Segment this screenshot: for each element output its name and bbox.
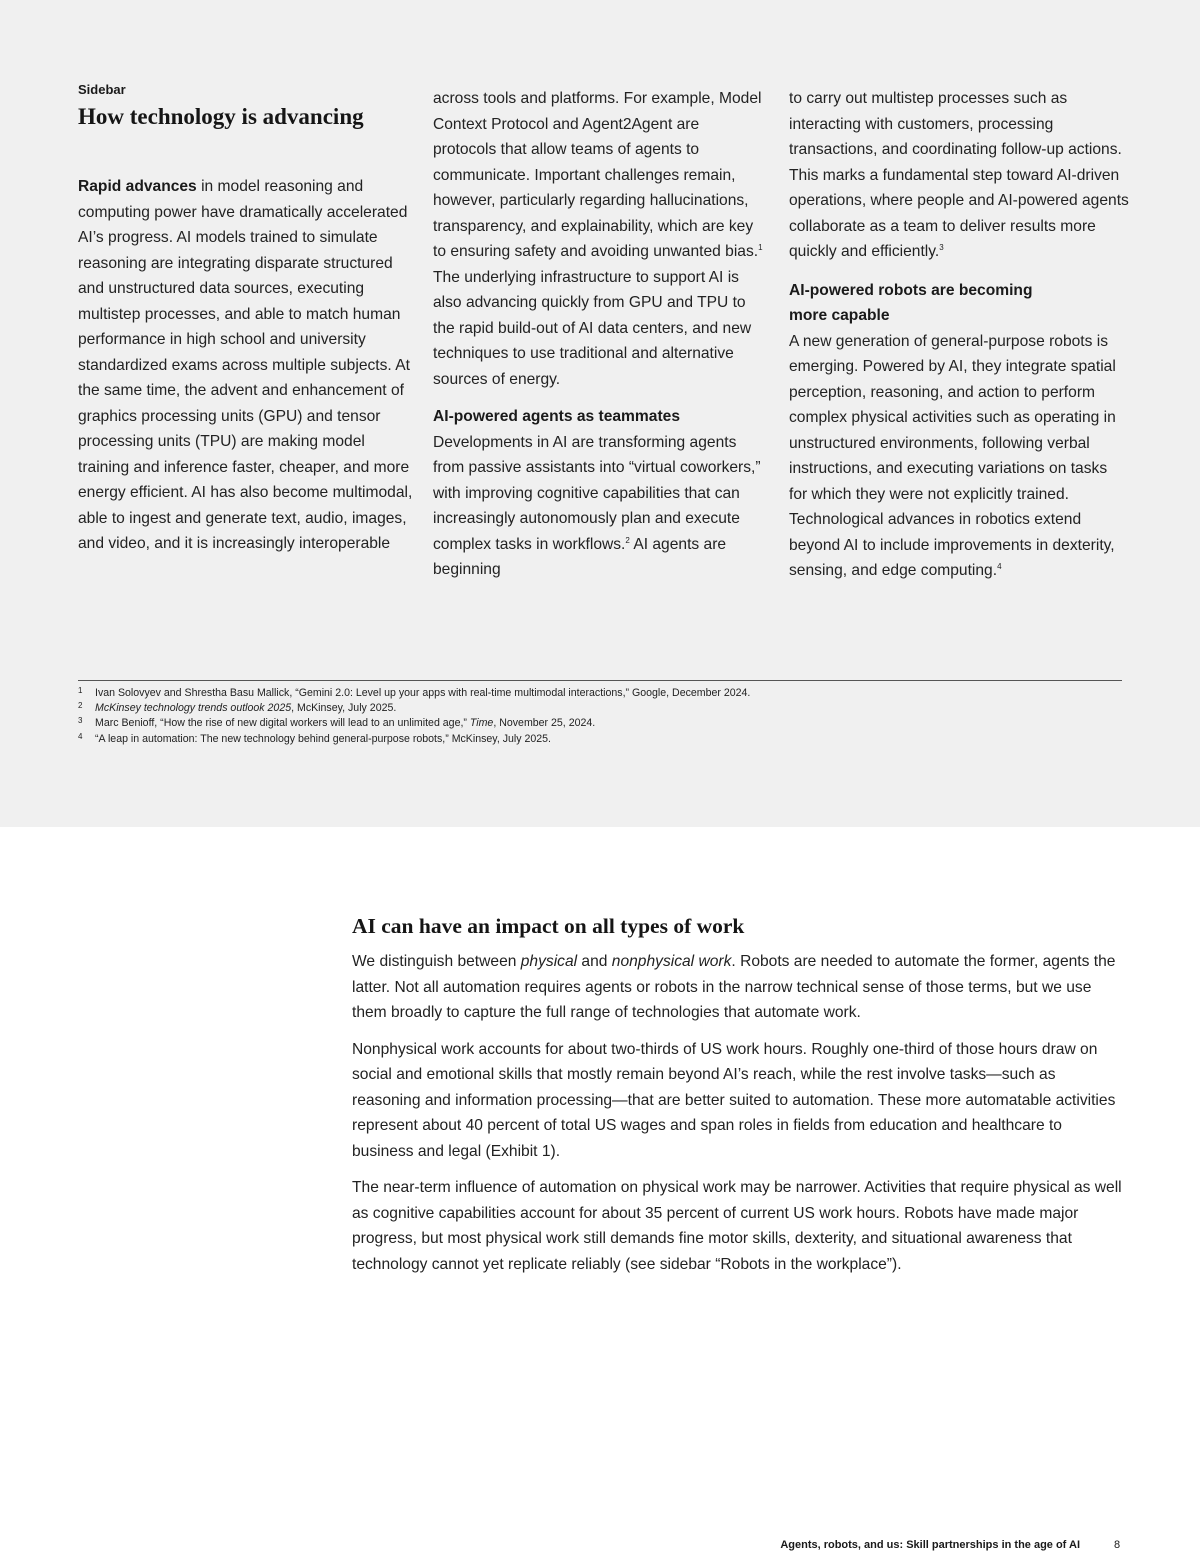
sidebar-column-1 (78, 174, 413, 557)
footnote-text: , McKinsey, July 2025. (291, 702, 397, 715)
footnote-3 (78, 716, 1122, 731)
paragraph-text: AI agents are beginning (433, 535, 727, 578)
sidebar-eyebrow: Sidebar (78, 82, 126, 97)
paragraph-text: across tools and platforms. For example, Model Context Protocol and Agent2Agent are protocols that allow teams of agents to communicate. Important challenges remain, however, particularly regarding hallucinations, transparency, and explainability, which are key to ensuring safety and avoiding unwanted bias. (433, 90, 762, 260)
footnote-text: “A leap in automation: The new technology behind general-purpose robots,” McKinsey, July 2025. (95, 732, 552, 745)
body-paragraph-1 (352, 949, 1127, 1026)
sidebar-paragraph (789, 86, 1129, 265)
footnote-divider (78, 680, 1122, 681)
section-body (352, 949, 1127, 1288)
footnote-ref: 3 (939, 242, 944, 252)
footnote-text: Marc Benioff, “How the rise of new digital workers will lead to an unlimited age,” (95, 717, 470, 730)
subheading-robots: AI-powered robots are becoming more capable (789, 281, 1033, 324)
subheading-agents: AI-powered agents as teammates (433, 408, 680, 425)
sidebar-paragraph (433, 430, 763, 583)
sidebar-column-2 (433, 86, 763, 583)
footnote-1 (78, 686, 1122, 701)
page-number: 8 (1114, 1539, 1121, 1551)
footnotes (78, 686, 1122, 747)
body-paragraph-2: Nonphysical work accounts for about two-thirds of US work hours. Roughly one-third of those hours draw on social and emotional skills that mostly remain beyond AI’s reach, while the rest involve tasks—such as reasoning and information processing—that are better suited to automation. These more automatable activities represent about 40 percent of total US wages and span roles in fields from education and healthcare to business and legal (Exhibit 1). (352, 1040, 1116, 1160)
paragraph-text: We distinguish between (352, 953, 521, 970)
sidebar-paragraph (433, 86, 763, 392)
lead-in: Rapid advances (78, 178, 197, 195)
sidebar-paragraph (789, 329, 1129, 584)
footnote-number: 1 (78, 686, 83, 695)
footnote-number: 4 (78, 731, 83, 741)
footnote-number: 3 (78, 716, 83, 726)
paragraph-text: and (577, 953, 612, 970)
footnote-ref: 1 (758, 242, 763, 252)
footnote-italic: McKinsey technology trends outlook 2025 (95, 702, 292, 715)
footnote-text: , November 25, 2024. (493, 717, 596, 730)
paragraph-text: A new generation of general-purpose robots is emerging. Powered by AI, they integrate spatial perception, reasoning, and action to perform complex physical activities such as operating in unstructured environments, following verbal instructions, and executing variations on tasks for which they were not explicitly trained. Technological advances in robotics extend beyond AI to include improvements in dexterity, sensing, and edge computing. (789, 332, 1116, 579)
paragraph-text: Developments in AI are transforming agents from passive assistants into “virtual coworkers,” with improving cognitive capabilities that can increasingly autonomously plan and execute complex tasks in workflows. (433, 433, 761, 553)
paragraph-text: . Robots are needed to automate the former, agents the latter. Not all automation requires agents or robots in the narrow technical sense of those terms, but we use them broadly to capture the full range of technologies that automate work. (352, 953, 1116, 1021)
sidebar-paragraph (78, 174, 413, 557)
body-paragraph-3: The near-term influence of automation on physical work may be narrower. Activities that require physical as well as cognitive capabilities account for about 35 percent of current US work hours. Robots have made major progress, but most physical work still demands fine motor skills, dexterity, and situational awareness that technology cannot yet replicate reliably (see sidebar “Robots in the workplace”). (352, 1179, 1122, 1273)
emphasis: physical (520, 953, 578, 970)
footnote-ref: 2 (625, 535, 630, 545)
footnote-4 (78, 732, 1122, 747)
paragraph-text: in model reasoning and computing power have dramatically accelerated AI’s progress. AI models trained to simulate reasoning are integrating disparate structured and unstructured data sources, executing multistep processes, and able to match human performance in high school and university standardized exams across multiple subjects. At the same time, the advent and enhancement of graphics processing units (GPU) and tensor processing units (TPU) are making model training and inference faster, cheaper, and more energy efficient. AI has also become multimodal, able to ingest and generate text, audio, images, and video, and it is increasingly interoperable (78, 178, 413, 552)
sidebar-column-3 (789, 86, 1129, 584)
section-heading: AI can have an impact on all types of work (352, 914, 745, 938)
paragraph-text: The underlying infrastructure to support AI is also advancing quickly from GPU and TPU to the rapid build-out of AI data centers, and new techniques to use traditional and alternative sources of energy. (433, 268, 752, 388)
paragraph-text: to carry out multistep processes such as interacting with customers, processing transactions, and coordinating follow-up actions. This marks a fundamental step toward AI-driven operations, where people and AI-powered agents collaborate as a team to deliver results more quickly and efficiently. (789, 90, 1129, 260)
footer-title: Agents, robots, and us: Skill partnerships in the age of AI (780, 1539, 1080, 1551)
footnote-number: 2 (78, 701, 83, 711)
sidebar-title: How technology is advancing (78, 104, 364, 129)
emphasis: nonphysical work (611, 953, 732, 970)
footnote-italic: Time (469, 717, 494, 730)
footnote-ref: 4 (997, 561, 1002, 571)
footnote-2 (78, 701, 1122, 716)
footnote-text: Ivan Solovyev and Shrestha Basu Mallick, “Gemini 2.0: Level up your apps with real-time multimodal interactions,” Google, December 2024. (95, 687, 751, 699)
